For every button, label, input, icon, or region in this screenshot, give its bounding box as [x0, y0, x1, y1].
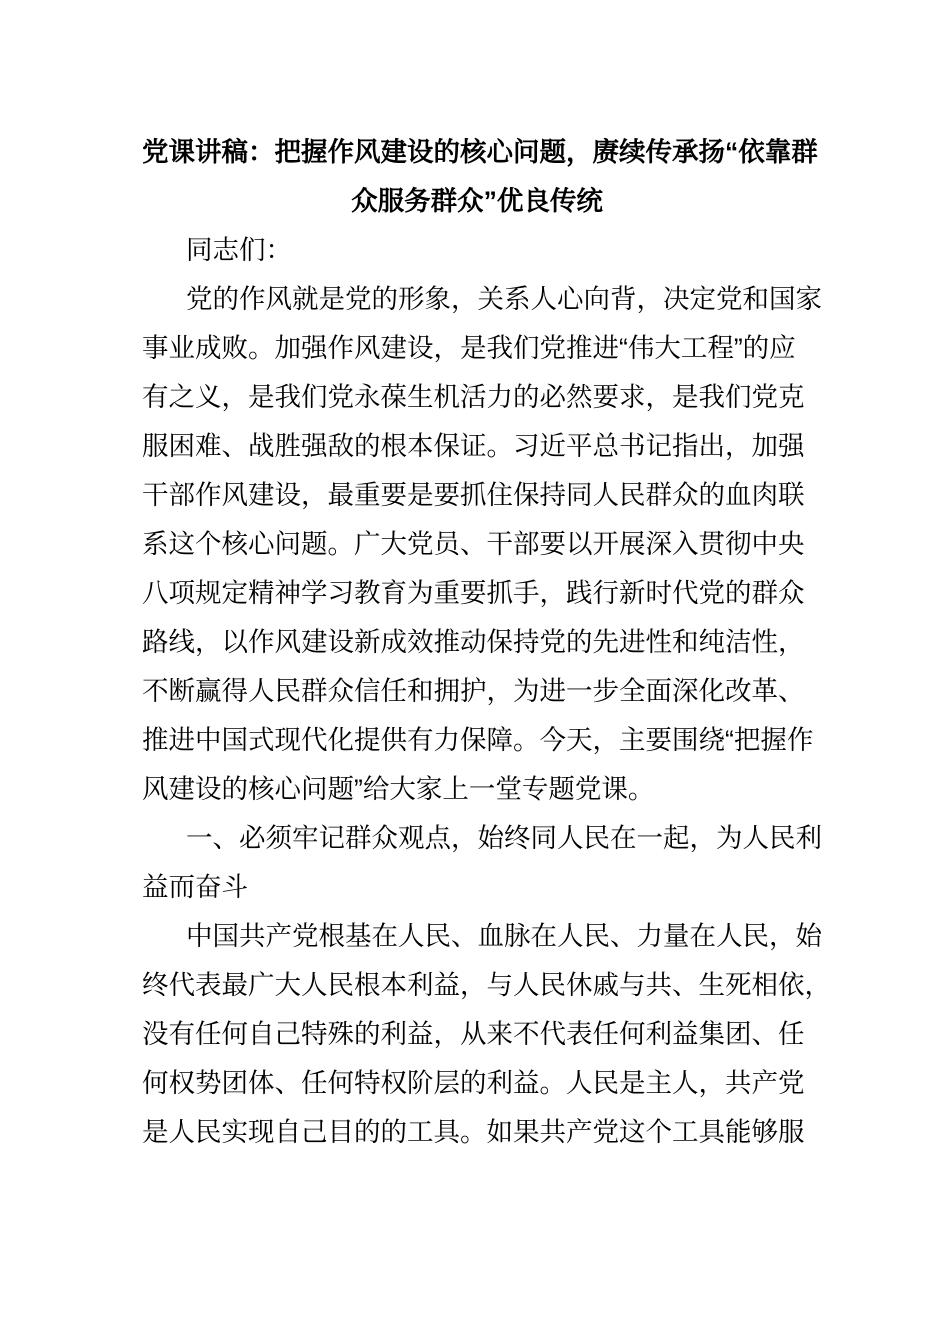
- text-line: 事业成败。加强作风建设，是我们党推进“伟大工程”的应: [142, 333, 796, 363]
- text-line: 系这个核心问题。广大党员、干部要以开展深入贯彻中央: [142, 529, 805, 559]
- text-line: 路线，以作风建设新成效推动保持党的先进性和纯洁性，: [142, 627, 805, 657]
- text-line: 服困难、战胜强敌的根本保证。习近平总书记指出，加强: [142, 431, 805, 461]
- text-line: 风建设的核心问题”给大家上一堂专题党课。: [142, 774, 655, 804]
- title-line: 众服务群众”优良传统: [351, 186, 603, 216]
- paragraph-salutation: [142, 226, 812, 275]
- text-line: 有之义，是我们党永葆生机活力的必然要求，是我们党克: [142, 382, 805, 412]
- text-line: 不断赢得人民群众信任和拥护，为进一步全面深化改革、: [142, 676, 805, 706]
- document-content: [142, 0, 831, 1157]
- paragraph-section-heading-1: [142, 814, 822, 912]
- text-line: 中国共产党根基在人民、血脉在人民、力量在人民，始: [186, 921, 822, 951]
- title-line: 党课讲稿：把握作风建设的核心问题，赓续传承扬“依靠群: [142, 137, 818, 167]
- text-line: 党的作风就是党的形象，关系人心向背，决定党和国家: [186, 284, 822, 314]
- text-line: 一、必须牢记群众观点，始终同人民在一起，为人民利: [186, 823, 822, 853]
- text-line: 八项规定精神学习教育为重要抓手，践行新时代党的群众: [142, 578, 805, 608]
- text-line: 是人民实现自己目的的工具。如果共产党这个工具能够服: [142, 1117, 805, 1147]
- paragraph-section-1-body: [142, 912, 831, 1157]
- paragraph-intro: [142, 275, 822, 814]
- text-line: 终代表最广大人民根本利益，与人民休戚与共、生死相依，: [142, 970, 831, 1000]
- document-title: [142, 128, 818, 226]
- text-line: 没有任何自己特殊的利益，从来不代表任何利益集团、任: [142, 1019, 805, 1049]
- document-body: [142, 226, 831, 1157]
- text-line: 何权势团体、任何特权阶层的利益。人民是主人，共产党: [142, 1068, 805, 1098]
- text-line: 干部作风建设，最重要是要抓住保持同人民群众的血肉联: [142, 480, 805, 510]
- text-line: 同志们：: [186, 235, 292, 265]
- text-line: 益而奋斗: [142, 872, 248, 902]
- text-line: 推进中国式现代化提供有力保障。今天，主要围绕“把握作: [142, 725, 814, 755]
